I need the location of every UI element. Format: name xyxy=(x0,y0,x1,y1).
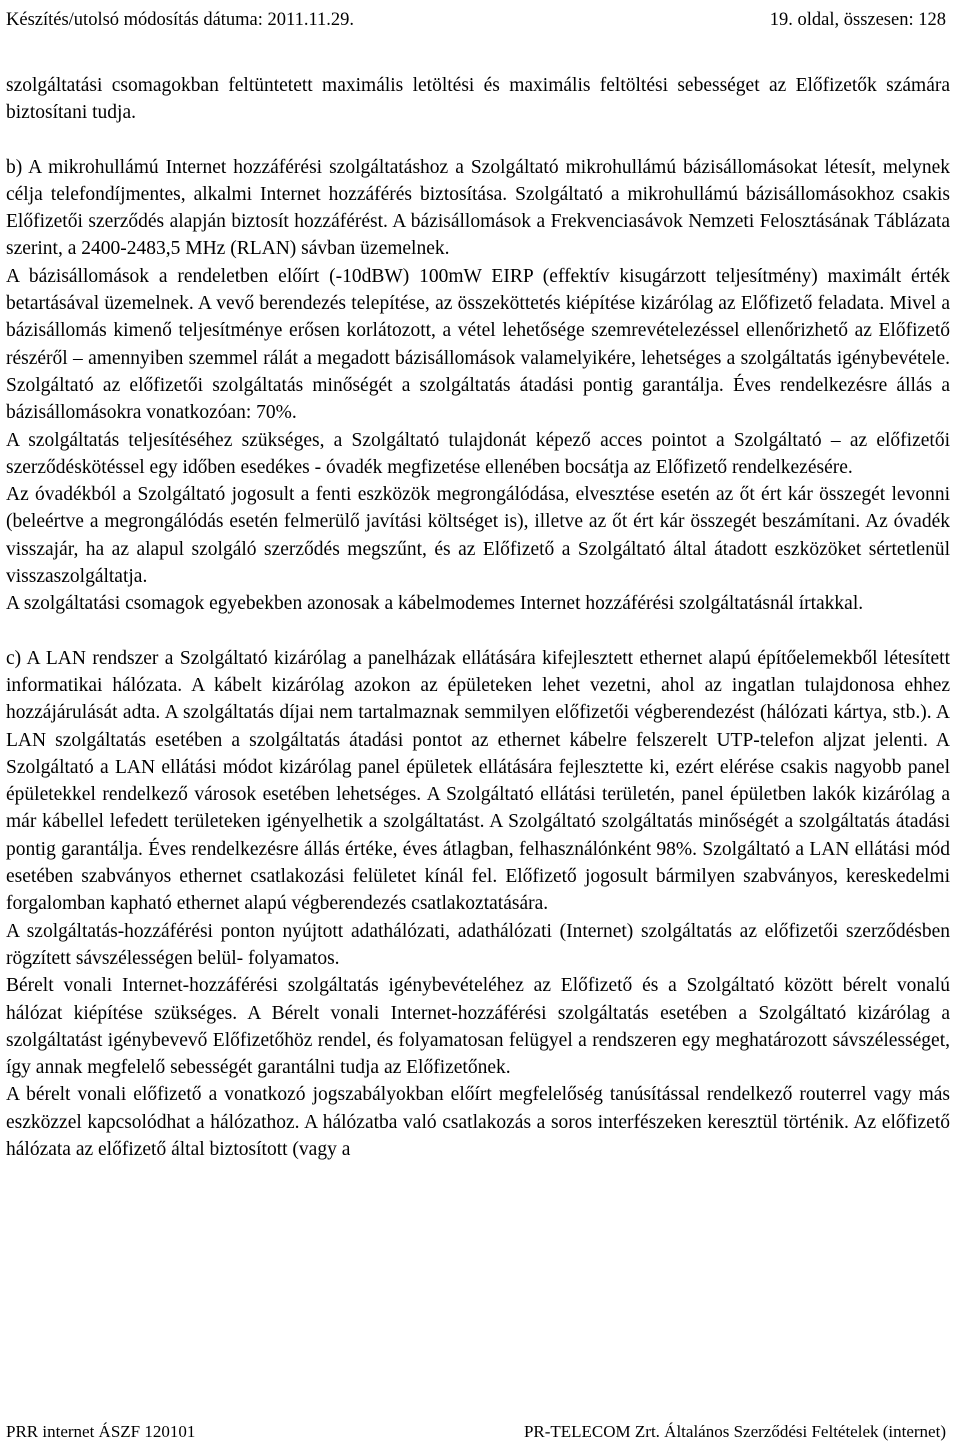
footer-document-title: PR-TELECOM Zrt. Általános Szerződési Feltételek (internet) xyxy=(523,1422,946,1441)
header-page-number: 19. oldal, összesen: 128 xyxy=(769,10,946,30)
page-header xyxy=(6,8,946,48)
paragraph-lan-system: c) A LAN rendszer a Szolgáltató kizárólag a panelházak ellátására kifejlesztett ethernet alapú építőelemekből létesített informatikai hálózata. A kábelt kizárólag azokon az épületeken lehet vezetni, ahol az ingatlan tulajdonosa ehhez hozzájárulását adta. A szolgáltatás díjai nem tartalmaznak semmilyen előfizetői végberendezést (hálózati kártya, stb.). A LAN szolgáltatás esetében a szolgáltatás átadási pontot az ethernet kábelre felszerelt UTP-telefon aljzat jelenti. A Szolgáltató a LAN ellátási módot kizárólag panel épületek ellátására fejlesztette ki, ezért elérése csakis nagyobb panel épületekkel rendelkező városok esetében lehetséges. A Szolgáltató ellátási területén, panel épületben lakók kizárólag a már kábellel lefedett területeken igényelhetik a szolgáltatást. A Szolgáltató szolgáltatás minőségét a szolgáltatás átadási pontig garantálja. Éves rendelkezésre állás értéke, éves átlagban, felhasználónként 98%. Szolgáltató a LAN ellátási mód esetében szabványos ethernet csatlakozási felületet kínál fel. Előfizető jogosult bármilyen szabványos, kereskedelmi forgalomban kapható ethernet alapú végberendezés csatlakoztatására. xyxy=(6,647,950,915)
paragraph-intro-continuation: szolgáltatási csomagokban feltüntetett maximális letöltési és maximális feltöltési sebességet az Előfizetők számára biztosítani tudja. xyxy=(6,75,950,124)
header-date: Készítés/utolsó módosítás dátuma: 2011.11.29. xyxy=(6,10,355,30)
document-body xyxy=(6,72,950,1163)
paragraph-access-point-service: A szolgáltatás-hozzáférési ponton nyújtott adathálózati, adathálózati (Internet) szolgáltatás az előfizetői szerződésben rögzített sávszélességen belül- folyamatos. xyxy=(6,920,950,969)
paragraph-microwave-service: b) A mikrohullámú Internet hozzáférési szolgáltatáshoz a Szolgáltató mikrohullámú bázisállomásokat létesít, melynek célja telefondíjmentes, alkalmi Internet hozzáférés biztosítása. Szolgáltató a mikrohullámú bázisállomásokhoz csakis Előfizetői szerződés alapján biztosít hozzáférést. A bázisállomások a Frekvenciasávok Nemzeti Felosztásának Táblázata szerint, a 2400-2483,5 MHz (RLAN) sávban üzemelnek. xyxy=(6,156,950,260)
paragraph-leased-line: Bérelt vonali Internet-hozzáférési szolgáltatás igénybevételéhez az Előfizető és a Szolgáltató között bérelt vonalú hálózat kiépítése szükséges. A Bérelt vonali Internet-hozzáférési szolgáltatás esetében a Szolgáltató kizárólag a szolgáltatást igénybevevő Előfizetőhöz rendel, és folyamatosan felügyel a rendszeren egy meghatározott sávszélességet, így annak megfelelő sebességét garantálni tudja az Előfizetőnek. xyxy=(6,975,950,1079)
footer-document-id: PRR internet ÁSZF 120101 xyxy=(6,1422,196,1441)
paragraph-deposit-terms: Az óvadékból a Szolgáltató jogosult a fenti eszközök megrongálódása, elvesztése esetén az őt ért kár összegét levonni (beleértve a megrongálódás esetén felmerülő javítási költséget is), illetve az őt ért kár összegét beszámítani. Az óvadék visszajár, ha az alapul szolgáló szerződés megszűnt, és az Előfizető a Szolgáltató által átadott eszközöket sértetlenül visszaszolgáltatja. xyxy=(6,484,950,588)
paragraph-spacer xyxy=(6,618,950,645)
paragraph-access-point-deposit: A szolgáltatás teljesítéséhez szükséges, a Szolgáltató tulajdonát képező acces pointot a Szolgáltató – az előfizetői szerződéskötéssel egy időben esedékes - óvadék megfizetése ellenében bocsátja az Előfizető rendelkezésére. xyxy=(6,429,950,478)
paragraph-service-packages: A szolgáltatási csomagok egyebekben azonosak a kábelmodemes Internet hozzáférési szolgáltatásnál írtakkal. xyxy=(6,593,864,615)
paragraph-spacer xyxy=(6,127,950,154)
paragraph-base-stations: A bázisállomások a rendeletben előírt (-10dBW) 100mW EIRP (effektív kisugárzott teljesítmény) maximált érték betartásával üzemelnek. A vevő berendezés telepítése, az összeköttetés kiépítése kizárólag az Előfizető feladata. Mivel a bázisállomás kimenő teljesítménye erősen korlátozott, a vétel lehetősége szemrevételezéssel ellenőrizhető az Előfizető részéről – amennyiben szemmel rálát a megadott bázisállomások valamelyikére, lehetséges a szolgáltatás igénybevétele. Szolgáltató az előfizetői szolgáltatás minőségét a szolgáltatás átadási pontig garantálja. Éves rendelkezésre állás a bázisállomásokra vonatkozóan: 70%. xyxy=(6,265,950,424)
page-footer xyxy=(6,1421,946,1445)
paragraph-leased-line-router: A bérelt vonali előfizető a vonatkozó jogszabályokban előírt megfelelőség tanúsítással rendelkező routerrel vagy más eszközzel kapcsolódhat a hálózathoz. A hálózatba való csatlakozás a soros interfészeken keresztül történik. Az előfizető hálózata az előfizető által biztosított (vagy a xyxy=(6,1084,950,1160)
